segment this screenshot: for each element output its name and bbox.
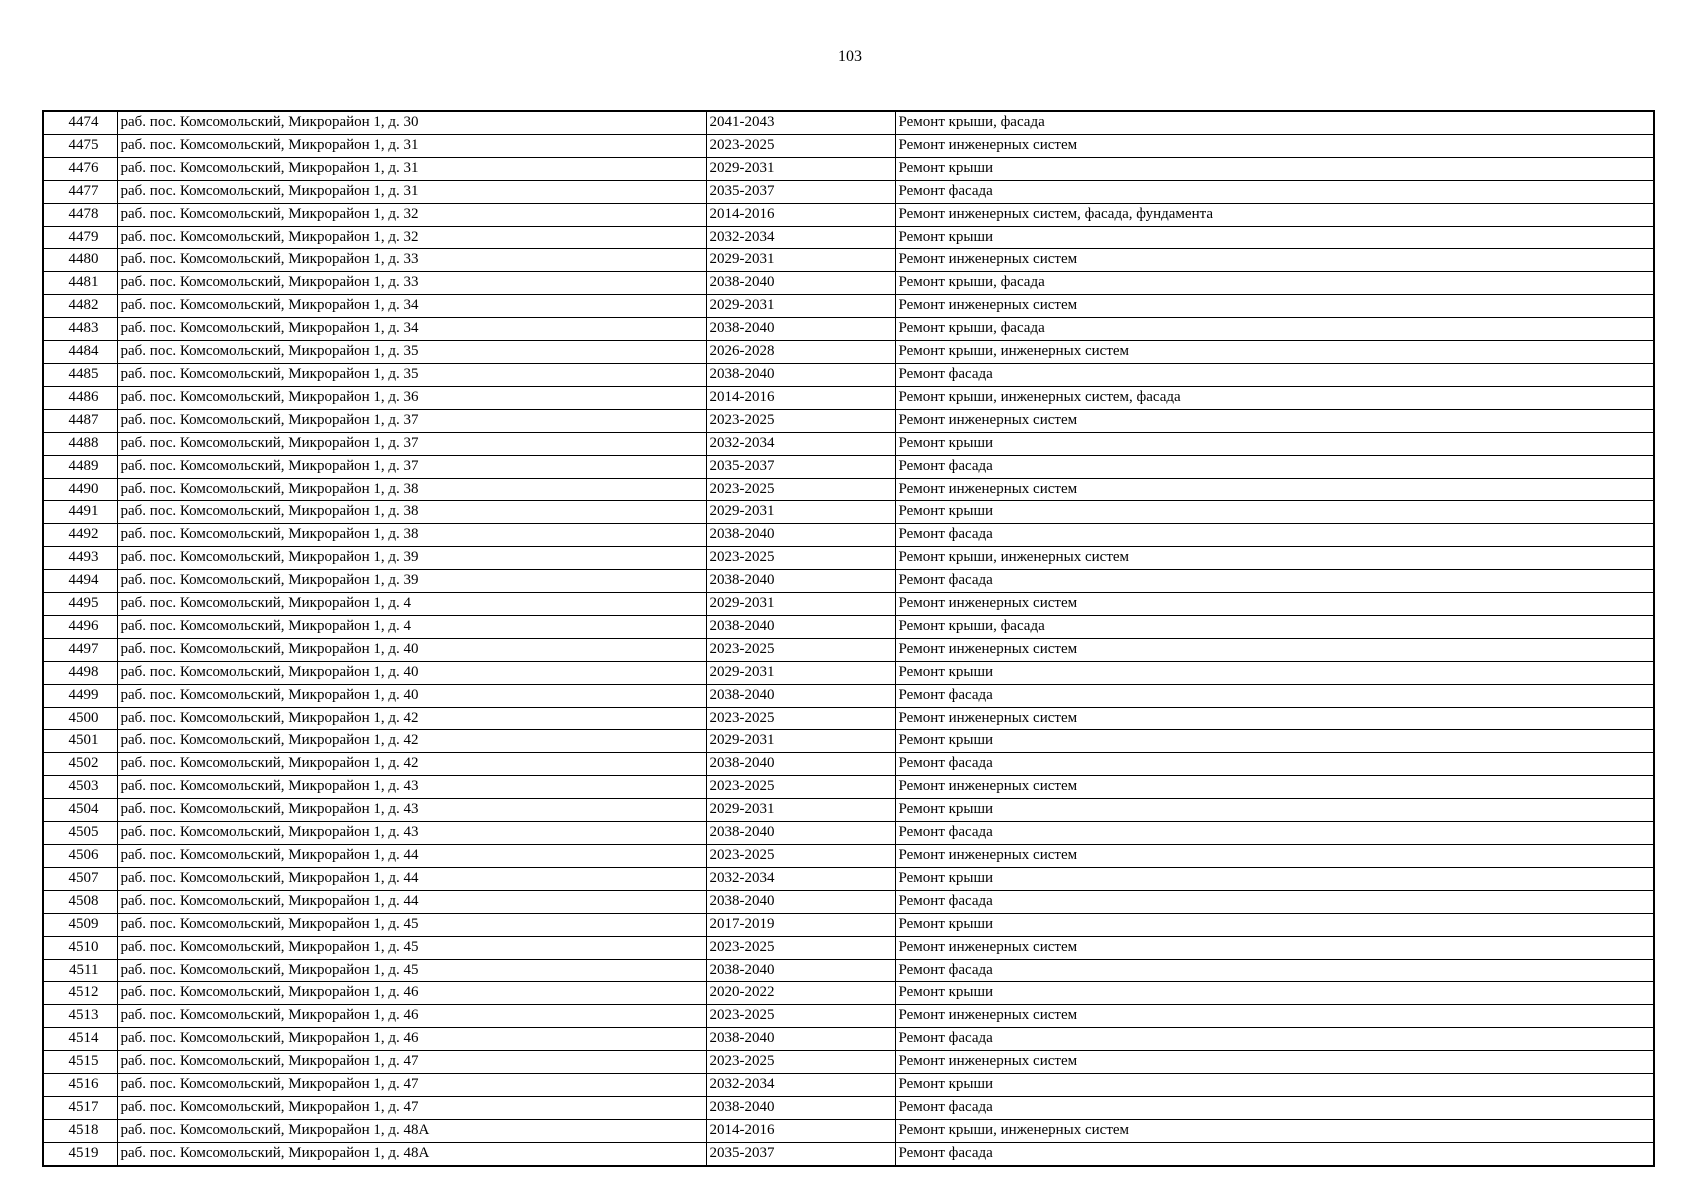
- work-type-cell: Ремонт фасада: [895, 1142, 1654, 1165]
- period-cell: 2020-2022: [706, 982, 895, 1005]
- period-cell: 2026-2028: [706, 341, 895, 364]
- period-cell: 2041-2043: [706, 111, 895, 134]
- table-row: [43, 295, 1654, 318]
- row-number-cell: 4515: [43, 1051, 117, 1074]
- row-number-cell: 4514: [43, 1028, 117, 1051]
- page-number: 103: [838, 48, 862, 65]
- table-row: [43, 776, 1654, 799]
- period-cell: 2023-2025: [706, 845, 895, 868]
- table-row: [43, 180, 1654, 203]
- table-row: [43, 707, 1654, 730]
- period-cell: 2029-2031: [706, 730, 895, 753]
- row-number-cell: 4507: [43, 867, 117, 890]
- row-number-cell: 4503: [43, 776, 117, 799]
- address-cell: раб. пос. Комсомольский, Микрорайон 1, д. 46: [117, 1028, 706, 1051]
- work-type-cell: Ремонт крыши: [895, 157, 1654, 180]
- work-type-cell: Ремонт крыши: [895, 501, 1654, 524]
- work-type-cell: Ремонт крыши, фасада: [895, 272, 1654, 295]
- row-number-cell: 4510: [43, 936, 117, 959]
- row-number-cell: 4486: [43, 386, 117, 409]
- period-cell: 2032-2034: [706, 226, 895, 249]
- address-cell: раб. пос. Комсомольский, Микрорайон 1, д. 42: [117, 730, 706, 753]
- period-cell: 2032-2034: [706, 1074, 895, 1097]
- row-number-cell: 4482: [43, 295, 117, 318]
- work-type-cell: Ремонт инженерных систем: [895, 249, 1654, 272]
- address-cell: раб. пос. Комсомольский, Микрорайон 1, д. 39: [117, 570, 706, 593]
- period-cell: 2035-2037: [706, 180, 895, 203]
- table-row: [43, 203, 1654, 226]
- table-row: [43, 1142, 1654, 1165]
- period-cell: 2038-2040: [706, 1096, 895, 1119]
- address-cell: раб. пос. Комсомольский, Микрорайон 1, д. 33: [117, 272, 706, 295]
- address-cell: раб. пос. Комсомольский, Микрорайон 1, д. 38: [117, 501, 706, 524]
- work-type-cell: Ремонт крыши: [895, 730, 1654, 753]
- table-row: [43, 730, 1654, 753]
- work-type-cell: Ремонт инженерных систем: [895, 478, 1654, 501]
- address-cell: раб. пос. Комсомольский, Микрорайон 1, д. 36: [117, 386, 706, 409]
- table-row: [43, 959, 1654, 982]
- table-row: [43, 822, 1654, 845]
- table-row: [43, 318, 1654, 341]
- work-type-cell: Ремонт инженерных систем: [895, 593, 1654, 616]
- address-cell: раб. пос. Комсомольский, Микрорайон 1, д. 38: [117, 524, 706, 547]
- work-type-cell: Ремонт крыши, фасада: [895, 318, 1654, 341]
- work-type-cell: Ремонт инженерных систем: [895, 845, 1654, 868]
- period-cell: 2023-2025: [706, 638, 895, 661]
- work-type-cell: Ремонт инженерных систем: [895, 638, 1654, 661]
- work-type-cell: Ремонт инженерных систем: [895, 295, 1654, 318]
- period-cell: 2029-2031: [706, 295, 895, 318]
- row-number-cell: 4498: [43, 661, 117, 684]
- row-number-cell: 4505: [43, 822, 117, 845]
- address-cell: раб. пос. Комсомольский, Микрорайон 1, д. 45: [117, 913, 706, 936]
- work-type-cell: Ремонт инженерных систем: [895, 1005, 1654, 1028]
- work-type-cell: Ремонт инженерных систем: [895, 134, 1654, 157]
- address-cell: раб. пос. Комсомольский, Микрорайон 1, д. 38: [117, 478, 706, 501]
- work-type-cell: Ремонт фасада: [895, 822, 1654, 845]
- table-row: [43, 845, 1654, 868]
- period-cell: 2023-2025: [706, 936, 895, 959]
- row-number-cell: 4487: [43, 409, 117, 432]
- row-number-cell: 4511: [43, 959, 117, 982]
- table-row: [43, 409, 1654, 432]
- work-type-cell: Ремонт крыши, фасада: [895, 615, 1654, 638]
- address-cell: раб. пос. Комсомольский, Микрорайон 1, д. 44: [117, 890, 706, 913]
- table-row: [43, 867, 1654, 890]
- row-number-cell: 4480: [43, 249, 117, 272]
- table-row: [43, 432, 1654, 455]
- period-cell: 2029-2031: [706, 661, 895, 684]
- work-type-cell: Ремонт фасада: [895, 524, 1654, 547]
- table-row: [43, 936, 1654, 959]
- table-row: [43, 1005, 1654, 1028]
- period-cell: 2038-2040: [706, 272, 895, 295]
- work-type-cell: Ремонт фасада: [895, 890, 1654, 913]
- row-number-cell: 4476: [43, 157, 117, 180]
- table-row: [43, 341, 1654, 364]
- work-type-cell: Ремонт фасада: [895, 753, 1654, 776]
- address-cell: раб. пос. Комсомольский, Микрорайон 1, д. 40: [117, 661, 706, 684]
- address-cell: раб. пос. Комсомольский, Микрорайон 1, д. 45: [117, 936, 706, 959]
- period-cell: 2029-2031: [706, 501, 895, 524]
- address-cell: раб. пос. Комсомольский, Микрорайон 1, д. 43: [117, 799, 706, 822]
- table-row: [43, 890, 1654, 913]
- row-number-cell: 4504: [43, 799, 117, 822]
- table-row: [43, 913, 1654, 936]
- table-row: [43, 982, 1654, 1005]
- period-cell: 2038-2040: [706, 1028, 895, 1051]
- address-cell: раб. пос. Комсомольский, Микрорайон 1, д. 43: [117, 776, 706, 799]
- period-cell: 2023-2025: [706, 134, 895, 157]
- work-type-cell: Ремонт крыши: [895, 913, 1654, 936]
- table-row: [43, 249, 1654, 272]
- row-number-cell: 4497: [43, 638, 117, 661]
- period-cell: 2014-2016: [706, 1119, 895, 1142]
- work-type-cell: Ремонт крыши: [895, 226, 1654, 249]
- table-row: [43, 226, 1654, 249]
- work-type-cell: Ремонт фасада: [895, 1096, 1654, 1119]
- work-type-cell: Ремонт крыши, инженерных систем: [895, 547, 1654, 570]
- table-row: [43, 272, 1654, 295]
- period-cell: 2032-2034: [706, 432, 895, 455]
- address-cell: раб. пос. Комсомольский, Микрорайон 1, д. 44: [117, 867, 706, 890]
- period-cell: 2038-2040: [706, 524, 895, 547]
- table-row: [43, 1119, 1654, 1142]
- table-row: [43, 570, 1654, 593]
- period-cell: 2023-2025: [706, 478, 895, 501]
- period-cell: 2017-2019: [706, 913, 895, 936]
- work-type-cell: Ремонт крыши: [895, 432, 1654, 455]
- work-type-cell: Ремонт крыши: [895, 661, 1654, 684]
- row-number-cell: 4485: [43, 363, 117, 386]
- address-cell: раб. пос. Комсомольский, Микрорайон 1, д. 4: [117, 615, 706, 638]
- address-cell: раб. пос. Комсомольский, Микрорайон 1, д. 31: [117, 157, 706, 180]
- work-type-cell: Ремонт крыши: [895, 982, 1654, 1005]
- address-cell: раб. пос. Комсомольский, Микрорайон 1, д. 39: [117, 547, 706, 570]
- table-row: [43, 524, 1654, 547]
- address-cell: раб. пос. Комсомольский, Микрорайон 1, д. 44: [117, 845, 706, 868]
- period-cell: 2038-2040: [706, 363, 895, 386]
- period-cell: 2038-2040: [706, 318, 895, 341]
- table-row: [43, 134, 1654, 157]
- table-row: [43, 799, 1654, 822]
- row-number-cell: 4474: [43, 111, 117, 134]
- address-cell: раб. пос. Комсомольский, Микрорайон 1, д. 46: [117, 982, 706, 1005]
- row-number-cell: 4475: [43, 134, 117, 157]
- address-cell: раб. пос. Комсомольский, Микрорайон 1, д. 31: [117, 134, 706, 157]
- work-type-cell: Ремонт инженерных систем: [895, 707, 1654, 730]
- work-type-cell: Ремонт крыши: [895, 867, 1654, 890]
- address-cell: раб. пос. Комсомольский, Микрорайон 1, д. 33: [117, 249, 706, 272]
- period-cell: 2035-2037: [706, 455, 895, 478]
- row-number-cell: 4479: [43, 226, 117, 249]
- row-number-cell: 4495: [43, 593, 117, 616]
- table-row: [43, 501, 1654, 524]
- table-row: [43, 1028, 1654, 1051]
- period-cell: 2014-2016: [706, 203, 895, 226]
- work-type-cell: Ремонт крыши, инженерных систем: [895, 1119, 1654, 1142]
- address-cell: раб. пос. Комсомольский, Микрорайон 1, д. 47: [117, 1074, 706, 1097]
- work-type-cell: Ремонт инженерных систем: [895, 1051, 1654, 1074]
- period-cell: 2023-2025: [706, 707, 895, 730]
- period-cell: 2023-2025: [706, 776, 895, 799]
- table-row: [43, 615, 1654, 638]
- table-row: [43, 363, 1654, 386]
- address-cell: раб. пос. Комсомольский, Микрорайон 1, д. 47: [117, 1096, 706, 1119]
- address-cell: раб. пос. Комсомольский, Микрорайон 1, д. 31: [117, 180, 706, 203]
- row-number-cell: 4506: [43, 845, 117, 868]
- work-type-cell: Ремонт фасада: [895, 570, 1654, 593]
- row-number-cell: 4494: [43, 570, 117, 593]
- table-row: [43, 638, 1654, 661]
- table-row: [43, 661, 1654, 684]
- row-number-cell: 4496: [43, 615, 117, 638]
- work-type-cell: Ремонт фасада: [895, 1028, 1654, 1051]
- work-type-cell: Ремонт крыши: [895, 1074, 1654, 1097]
- address-cell: раб. пос. Комсомольский, Микрорайон 1, д. 37: [117, 409, 706, 432]
- period-cell: 2029-2031: [706, 799, 895, 822]
- address-cell: раб. пос. Комсомольский, Микрорайон 1, д. 34: [117, 295, 706, 318]
- table-row: [43, 386, 1654, 409]
- address-cell: раб. пос. Комсомольский, Микрорайон 1, д. 42: [117, 707, 706, 730]
- address-cell: раб. пос. Комсомольский, Микрорайон 1, д. 32: [117, 203, 706, 226]
- work-type-cell: Ремонт инженерных систем, фасада, фундамента: [895, 203, 1654, 226]
- row-number-cell: 4513: [43, 1005, 117, 1028]
- period-cell: 2029-2031: [706, 593, 895, 616]
- work-type-cell: Ремонт инженерных систем: [895, 776, 1654, 799]
- period-cell: 2038-2040: [706, 959, 895, 982]
- work-type-cell: Ремонт крыши, фасада: [895, 111, 1654, 134]
- table-row: [43, 1096, 1654, 1119]
- address-cell: раб. пос. Комсомольский, Микрорайон 1, д. 48А: [117, 1142, 706, 1165]
- row-number-cell: 4491: [43, 501, 117, 524]
- address-cell: раб. пос. Комсомольский, Микрорайон 1, д. 34: [117, 318, 706, 341]
- work-type-cell: Ремонт инженерных систем: [895, 936, 1654, 959]
- row-number-cell: 4481: [43, 272, 117, 295]
- row-number-cell: 4512: [43, 982, 117, 1005]
- row-number-cell: 4501: [43, 730, 117, 753]
- row-number-cell: 4484: [43, 341, 117, 364]
- address-cell: раб. пос. Комсомольский, Микрорайон 1, д. 37: [117, 432, 706, 455]
- row-number-cell: 4488: [43, 432, 117, 455]
- row-number-cell: 4517: [43, 1096, 117, 1119]
- table-row: [43, 1074, 1654, 1097]
- table-row: [43, 547, 1654, 570]
- table-row: [43, 111, 1654, 134]
- period-cell: 2029-2031: [706, 157, 895, 180]
- address-cell: раб. пос. Комсомольский, Микрорайон 1, д. 46: [117, 1005, 706, 1028]
- address-cell: раб. пос. Комсомольский, Микрорайон 1, д. 40: [117, 638, 706, 661]
- row-number-cell: 4477: [43, 180, 117, 203]
- period-cell: 2023-2025: [706, 1005, 895, 1028]
- address-cell: раб. пос. Комсомольский, Микрорайон 1, д. 30: [117, 111, 706, 134]
- row-number-cell: 4516: [43, 1074, 117, 1097]
- work-type-cell: Ремонт фасада: [895, 455, 1654, 478]
- row-number-cell: 4519: [43, 1142, 117, 1165]
- row-number-cell: 4492: [43, 524, 117, 547]
- address-cell: раб. пос. Комсомольский, Микрорайон 1, д. 40: [117, 684, 706, 707]
- row-number-cell: 4509: [43, 913, 117, 936]
- period-cell: 2038-2040: [706, 570, 895, 593]
- row-number-cell: 4499: [43, 684, 117, 707]
- table-row: [43, 684, 1654, 707]
- table-row: [43, 455, 1654, 478]
- row-number-cell: 4478: [43, 203, 117, 226]
- period-cell: 2038-2040: [706, 684, 895, 707]
- period-cell: 2038-2040: [706, 753, 895, 776]
- address-cell: раб. пос. Комсомольский, Микрорайон 1, д. 35: [117, 363, 706, 386]
- row-number-cell: 4483: [43, 318, 117, 341]
- period-cell: 2023-2025: [706, 547, 895, 570]
- work-type-cell: Ремонт крыши, инженерных систем: [895, 341, 1654, 364]
- row-number-cell: 4508: [43, 890, 117, 913]
- address-cell: раб. пос. Комсомольский, Микрорайон 1, д. 32: [117, 226, 706, 249]
- address-cell: раб. пос. Комсомольский, Микрорайон 1, д. 48А: [117, 1119, 706, 1142]
- period-cell: 2023-2025: [706, 409, 895, 432]
- period-cell: 2038-2040: [706, 615, 895, 638]
- table-row: [43, 1051, 1654, 1074]
- address-cell: раб. пос. Комсомольский, Микрорайон 1, д. 35: [117, 341, 706, 364]
- row-number-cell: 4500: [43, 707, 117, 730]
- row-number-cell: 4502: [43, 753, 117, 776]
- row-number-cell: 4489: [43, 455, 117, 478]
- period-cell: 2032-2034: [706, 867, 895, 890]
- repair-schedule-table: [42, 110, 1655, 1167]
- repair-schedule-table-container: [42, 110, 1653, 1167]
- address-cell: раб. пос. Комсомольский, Микрорайон 1, д. 4: [117, 593, 706, 616]
- address-cell: раб. пос. Комсомольский, Микрорайон 1, д. 47: [117, 1051, 706, 1074]
- work-type-cell: Ремонт фасада: [895, 959, 1654, 982]
- row-number-cell: 4490: [43, 478, 117, 501]
- row-number-cell: 4493: [43, 547, 117, 570]
- table-row: [43, 753, 1654, 776]
- work-type-cell: Ремонт инженерных систем: [895, 409, 1654, 432]
- row-number-cell: 4518: [43, 1119, 117, 1142]
- work-type-cell: Ремонт крыши: [895, 799, 1654, 822]
- period-cell: 2014-2016: [706, 386, 895, 409]
- table-row: [43, 157, 1654, 180]
- work-type-cell: Ремонт фасада: [895, 363, 1654, 386]
- address-cell: раб. пос. Комсомольский, Микрорайон 1, д. 45: [117, 959, 706, 982]
- period-cell: 2038-2040: [706, 890, 895, 913]
- period-cell: 2023-2025: [706, 1051, 895, 1074]
- table-row: [43, 478, 1654, 501]
- period-cell: 2038-2040: [706, 822, 895, 845]
- period-cell: 2035-2037: [706, 1142, 895, 1165]
- work-type-cell: Ремонт крыши, инженерных систем, фасада: [895, 386, 1654, 409]
- work-type-cell: Ремонт фасада: [895, 684, 1654, 707]
- work-type-cell: Ремонт фасада: [895, 180, 1654, 203]
- address-cell: раб. пос. Комсомольский, Микрорайон 1, д. 43: [117, 822, 706, 845]
- address-cell: раб. пос. Комсомольский, Микрорайон 1, д. 42: [117, 753, 706, 776]
- period-cell: 2029-2031: [706, 249, 895, 272]
- table-body: [43, 111, 1654, 1166]
- table-row: [43, 593, 1654, 616]
- address-cell: раб. пос. Комсомольский, Микрорайон 1, д. 37: [117, 455, 706, 478]
